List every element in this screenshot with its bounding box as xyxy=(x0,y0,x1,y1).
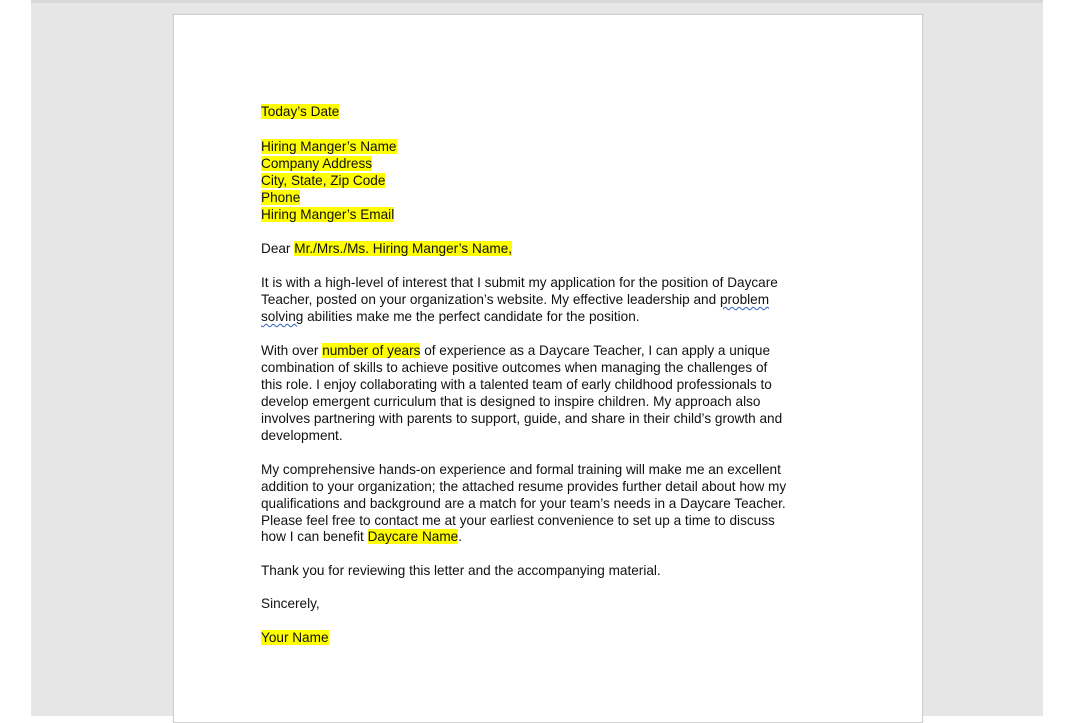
paragraph2-line1[interactable] xyxy=(261,342,770,359)
paragraph2-line2[interactable] xyxy=(261,359,767,376)
paragraph2-text-5: involves partnering with parents to support, guide, and share in their child’s growth and xyxy=(261,411,783,426)
paragraph2-text-6: development. xyxy=(261,428,343,443)
company-address-placeholder: Company Address xyxy=(261,156,373,171)
paragraph2-line5[interactable] xyxy=(261,410,782,427)
daycare-name-placeholder: Daycare Name xyxy=(367,529,459,544)
date-line[interactable] xyxy=(261,103,339,120)
paragraph1-text-3: abilities make me the perfect candidate for the position. xyxy=(303,309,640,324)
paragraph3-line1[interactable] xyxy=(261,461,781,478)
salutation-prefix: Dear xyxy=(261,241,295,256)
paragraph3-line5[interactable] xyxy=(261,528,462,545)
years-placeholder: number of years xyxy=(322,343,421,358)
spellcheck-word-problem: problem xyxy=(719,292,770,307)
spellcheck-word-solving: solving xyxy=(261,309,304,324)
paragraph3-text-3: qualifications and background are a match for your team’s needs in a Daycare Teacher. xyxy=(261,496,786,511)
paragraph1-text-1: It is with a high-level of interest that I submit my application for the position of Daycare xyxy=(261,275,778,290)
workspace-top-edge xyxy=(31,0,1043,3)
paragraph2-text-1c: of experience as a Daycare Teacher, I can apply a unique xyxy=(420,343,771,358)
date-placeholder: Today’s Date xyxy=(261,104,340,119)
recipient-city-line[interactable] xyxy=(261,172,385,189)
paragraph3-line4[interactable] xyxy=(261,512,775,529)
paragraph2-text-1a: With over xyxy=(261,343,323,358)
salutation-line[interactable] xyxy=(261,240,512,257)
paragraph3-text-2: addition to your organization; the attached resume provides further detail about how my xyxy=(261,479,787,494)
email-placeholder: Hiring Manger’s Email xyxy=(261,207,395,222)
paragraph2-line3[interactable] xyxy=(261,376,772,393)
paragraph3-text-4: Please feel free to contact me at your earliest convenience to set up a time to discuss xyxy=(261,513,775,528)
signature-line[interactable] xyxy=(261,629,329,646)
paragraph2-line4[interactable] xyxy=(261,393,760,410)
paragraph2-text-3: this role. I enjoy collaborating with a talented team of early childhood professionals to xyxy=(261,377,772,392)
thanks-line[interactable] xyxy=(261,562,661,579)
paragraph3-text-5a: how I can benefit xyxy=(261,529,368,544)
paragraph1-line1[interactable] xyxy=(261,274,778,291)
recipient-address-line[interactable] xyxy=(261,155,372,172)
recipient-name-line[interactable] xyxy=(261,138,397,155)
closing-line[interactable] xyxy=(261,595,320,612)
phone-placeholder: Phone xyxy=(261,190,301,205)
salutation-name-placeholder: Mr./Mrs./Ms. Hiring Manger’s Name, xyxy=(294,241,513,256)
paragraph1-line3[interactable] xyxy=(261,308,640,325)
closing-text: Sincerely, xyxy=(261,596,320,611)
paragraph1-text-2: Teacher, posted on your organization’s website. My effective leadership and xyxy=(261,292,720,307)
recipient-name-placeholder: Hiring Manger’s Name xyxy=(261,139,397,154)
signature-placeholder: Your Name xyxy=(261,630,329,645)
paragraph2-text-4: develop emergent curriculum that is designed to inspire children. My approach also xyxy=(261,394,761,409)
paragraph3-line3[interactable] xyxy=(261,495,786,512)
city-state-zip-placeholder: City, State, Zip Code xyxy=(261,173,386,188)
recipient-phone-line[interactable] xyxy=(261,189,300,206)
paragraph3-text-5c: . xyxy=(458,529,462,544)
paragraph2-line6[interactable] xyxy=(261,427,343,444)
paragraph1-line2[interactable] xyxy=(261,291,769,308)
paragraph3-line2[interactable] xyxy=(261,478,786,495)
thanks-text: Thank you for reviewing this letter and the accompanying material. xyxy=(261,563,661,578)
paragraph3-text-1: My comprehensive hands-on experience and formal training will make me an excellent xyxy=(261,462,781,477)
paragraph2-text-2: combination of skills to achieve positive outcomes when managing the challenges of xyxy=(261,360,768,375)
recipient-email-line[interactable] xyxy=(261,206,394,223)
